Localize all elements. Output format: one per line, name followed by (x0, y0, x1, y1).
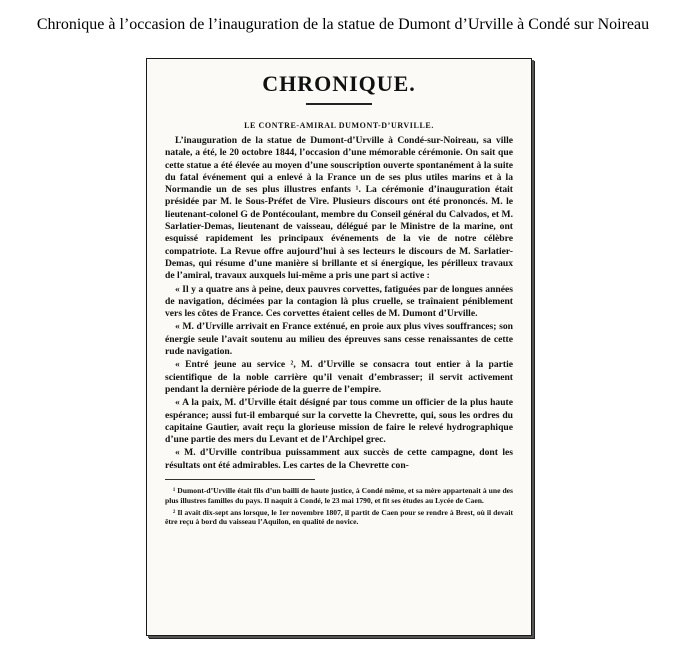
page-title: CHRONIQUE. (262, 71, 416, 96)
paragraph: « M. d’Urville contribua puissamment aux succès de cette campagne, dont les résultats ont été admirables. Les cartes de la Chevrette con- (165, 447, 513, 471)
article-subtitle: LE CONTRE-AMIRAL DUMONT-D’URVILLE. (244, 121, 434, 130)
scanned-page (146, 58, 532, 636)
paragraph: « Entré jeune au service ², M. d’Urville se consacra tout entier à la partie scientifique de la noble carrière qu’il venait d’embrasser; il servit activement pendant la dernière période de la guerre de l’empire. (165, 359, 513, 395)
paragraph: L’inauguration de la statue de Dumont-d’Urville à Condé-sur-Noireau, sa ville natale, a été, le 20 octobre 1844, l’occasion d’une mémorable cérémonie. On sait que cette statue a été élevée au moyen d’une souscription ouverte spontanément à la suite du fatal événement qui a enlevé à la France un de ses plus utiles marins et à la Normandie un de ses plus illustres enfants ¹. La cérémonie d’inauguration était présidée par M. le Sous-Préfet de Vire. Plusieurs discours ont été prononcés. M. le lieutenant-colonel G de Pontécoulant, membre du Conseil général du Calvados, et M. Sarlatier-Demas, lieutenant de vaisseau, délégué par le Ministre de la marine, ont esquissé rapidement les principaux événements de la vie de notre célèbre compatriote. La Revue offre aujourd’hui à ses lecteurs le discours de M. Sarlatier-Demas, qui résume d’une manière si brillante et si énergique, les périlleux travaux de l’amiral, travaux auxquels lui-même a pris une part si active : (165, 135, 513, 282)
article-body (165, 135, 513, 472)
footnote-divider (165, 479, 315, 480)
title-divider (306, 103, 372, 105)
footnote: ¹ Dumont-d’Urville était fils d’un bailli de haute justice, à Condé même, et sa mère appartenait à une des plus illustres familles du pays. Il naquit à Condé, le 23 mai 1790, et fit ses études au Lycée de Caen. (165, 486, 513, 505)
paragraph: « Il y a quatre ans à peine, deux pauvres corvettes, fatiguées par de longues années de navigation, décimées par la contagion là plus cruelle, se traînaient péniblement vers les côtes de France. Ces corvettes étaient celles de M. Dumont d’Urville. (165, 283, 513, 320)
footnote: ² Il avait dix-sept ans lorsque, le 1er novembre 1807, il partit de Caen pour se rendre à Brest, où il devait être reçu à bord du vaisseau l’Aquilon, en qualité de novice. (165, 507, 513, 527)
image-caption: Chronique à l’occasion de l’inauguration de la statue de Dumont d’Urville à Condé sur Noireau (36, 16, 650, 33)
paragraph: « M. d’Urville arrivait en France exténué, en proie aux plus vives souffrances; son énergie seule l’avait soutenu au milieu des épreuves sans cesse renaissantes de cette rude navigation. (165, 321, 513, 358)
paragraph: « A la paix, M. d’Urville était désigné par tous comme un officier de la plus haute espérance; aussi fut-il embarqué sur la corvette la Chevrette, qui, sous les ordres du capitaine Gautier, avait reçu la glorieuse mission de faire le relevé hydrographique d’une partie des mers du Levant et de l’Archipel grec. (165, 397, 513, 446)
footnotes (165, 486, 513, 527)
